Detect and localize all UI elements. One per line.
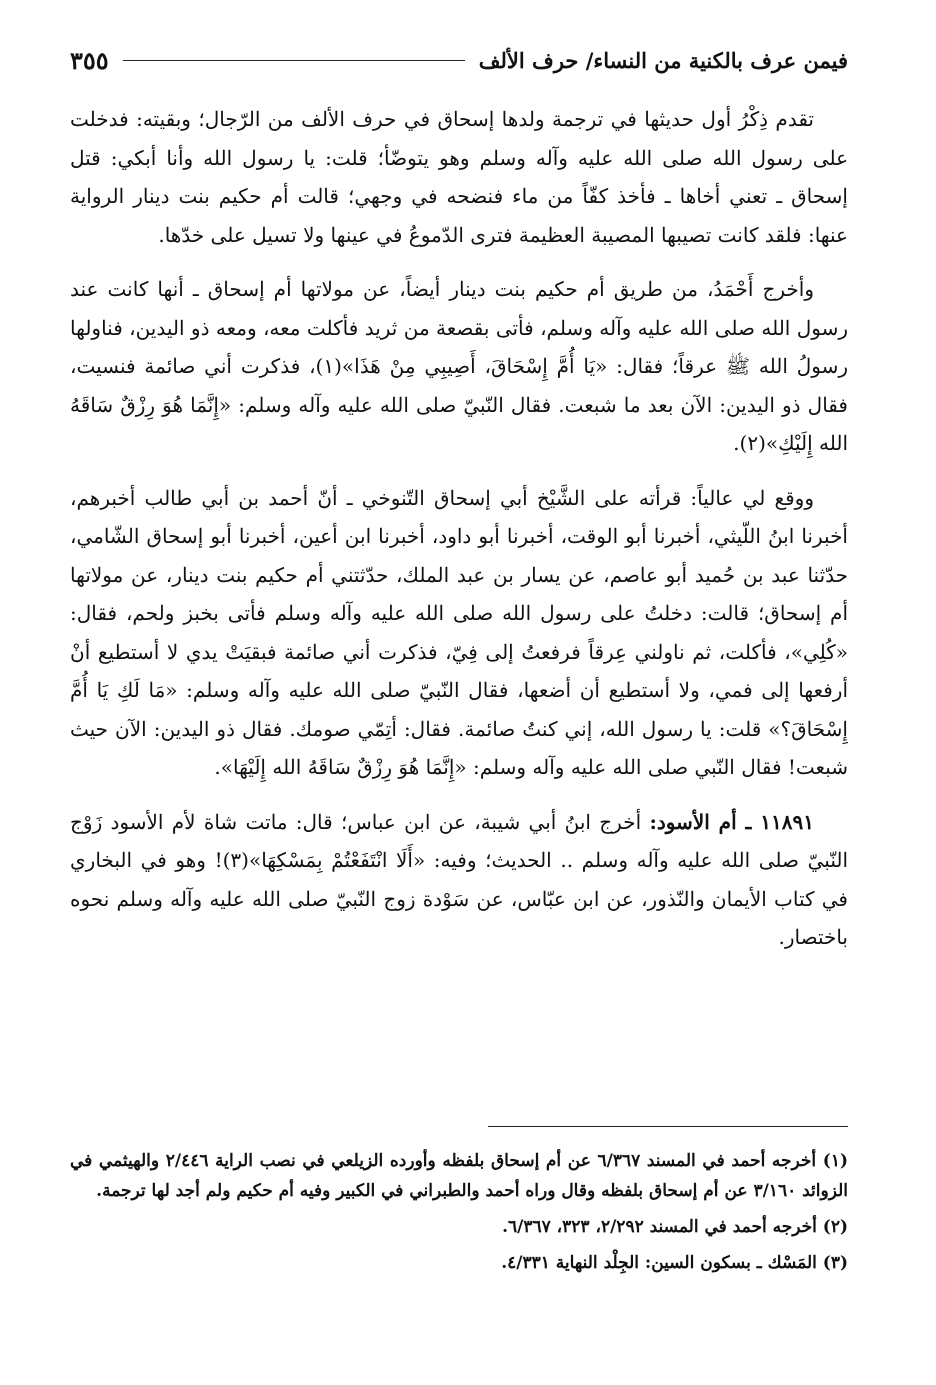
footnote-2: (٢) أخرجه أحمد في المسند ٢/٢٩٢، ٣٢٣، ٦/٣٦٧.	[502, 1217, 848, 1237]
main-text	[70, 100, 848, 973]
paragraph-2: وأخرج أَحْمَدُ، من طريق أم حكيم بنت دينار أيضاً، عن مولاتها أم إسحاق ـ أنها كانت عند رسول الله صلى الله عليه وآله وسلم، فأتى بقصعة من ثريد فأكلت معه، ومعه ذو اليدين، فناولها رسولُ الله ﷺ عرقاً؛ فقال: «يَا أُمَّ إِسْحَاقَ، أَصِيبِي مِنْ هَذَا»(١)، فذكرت أني صائمة فنسيت، فقال ذو اليدين: الآن بعد ما شبعت. فقال النّبيّ صلى الله عليه وآله وسلم: «إِنَّمَا هُوَ رِزْقٌ سَاقَهُ الله إِلَيْكِ»(٢).	[70, 277, 849, 455]
entry-text: أخرج ابنُ أبي شيبة، عن ابن عباس؛ قال: ماتت شاة لأم الأسود زَوْج النّبيّ صلى الله عليه وآله وسلم .. الحديث؛ وفيه: «أَلَا انْتَفَعْتُمْ بِمَسْكِهَا»(٣)! وهو في البخاري في كتاب الأيمان والنّذور، عن ابن عبّاس، عن سَوْدة زوج النّبيّ صلى الله عليه وآله وسلم نحوه باختصار.	[70, 809, 849, 949]
running-title: فيمن عرف بالكنية من النساء/ حرف الألف	[478, 47, 848, 73]
page-number: ٣٥٥	[70, 45, 109, 75]
footnotes	[70, 1146, 848, 1284]
entry-heading: ١١٨٩١ ـ أم الأسود:	[649, 809, 814, 834]
paragraph-3: ووقع لي عالياً: قرأته على الشَّيْخ أبي إسحاق التّنوخي ـ أنّ أحمد بن أبي طالب أخبرهم، أخبرنا ابنُ اللّيثي، أخبرنا أبو الوقت، أخبرنا أبو داود، أخبرنا ابن أعين، أخبرنا أبو إسحاق الشّامي، حدّثنا عبد بن حُميد أبو عاصم، عن يسار بن عبد الملك، حدّثتني أم حكيم بنت دينار، عن مولاتها أم إسحاق؛ قالت: دخلتُ على رسول الله صلى الله عليه وآله وسلم فأتى بخبز ولحم، فقال: «كُلِي»، فأكلت، ثم ناولني عِرقاً فرفعتُ إلى فِيّ، فذكرت أني صائمة فبقيَتْ يدي لا أستطيع أنْ أرفعها إلى فمي، ولا أستطيع أن أضعها، فقال النّبيّ صلى الله عليه وآله وسلم: «مَا لَكِ يَا أُمَّ إِسْحَاقَ؟» قلت: يا رسول الله، إني كنتُ صائمة. فقال: أتِمّي صومك. فقال ذو اليدين: الآن حيث شبعت! فقال النّبي صلى الله عليه وآله وسلم: «إِنَّمَا هُوَ رِزْقٌ سَاقَهُ الله إِلَيْهَا».	[70, 485, 848, 779]
footnote-3: (٣) المَسْك ـ بسكون السين: الجِلْد النهاية ٤/٣٣١.	[501, 1253, 848, 1273]
footnote-rule	[488, 1126, 848, 1127]
footnote-1: (١) أخرجه أحمد في المسند ٦/٣٦٧ عن أم إسحاق بلفظه وأورده الزيلعي في نصب الراية ٢/٤٤٦ والهيثمي في الزوائد ٣/١٦٠ عن أم إسحاق بلفظه وقال وراه أحمد والطبراني في الكبير وفيه أم حكيم ولم أجد لها ترجمة.	[70, 1151, 848, 1201]
entry-11891	[70, 803, 848, 957]
running-header	[70, 40, 848, 80]
header-rule	[123, 60, 465, 61]
paragraph-1: تقدم ذِكْرُ أول حديثها في ترجمة ولدها إسحاق في حرف الألف من الرّجال؛ وبقيته: فدخلت على رسول الله صلى الله عليه وآله وسلم وهو يتوضّأ؛ قلت: يا رسول الله وأنا أبكي: قتل إسحاق ـ تعني أخاها ـ فأخذ كفّاً من ماء فنضحه في وجهي؛ قالت أم حكيم بنت دينار الرواية عنها: فلقد كانت تصيبها المصيبة العظيمة فترى الدّموعُ في عينها ولا تسيل على خدّها.	[70, 107, 848, 247]
